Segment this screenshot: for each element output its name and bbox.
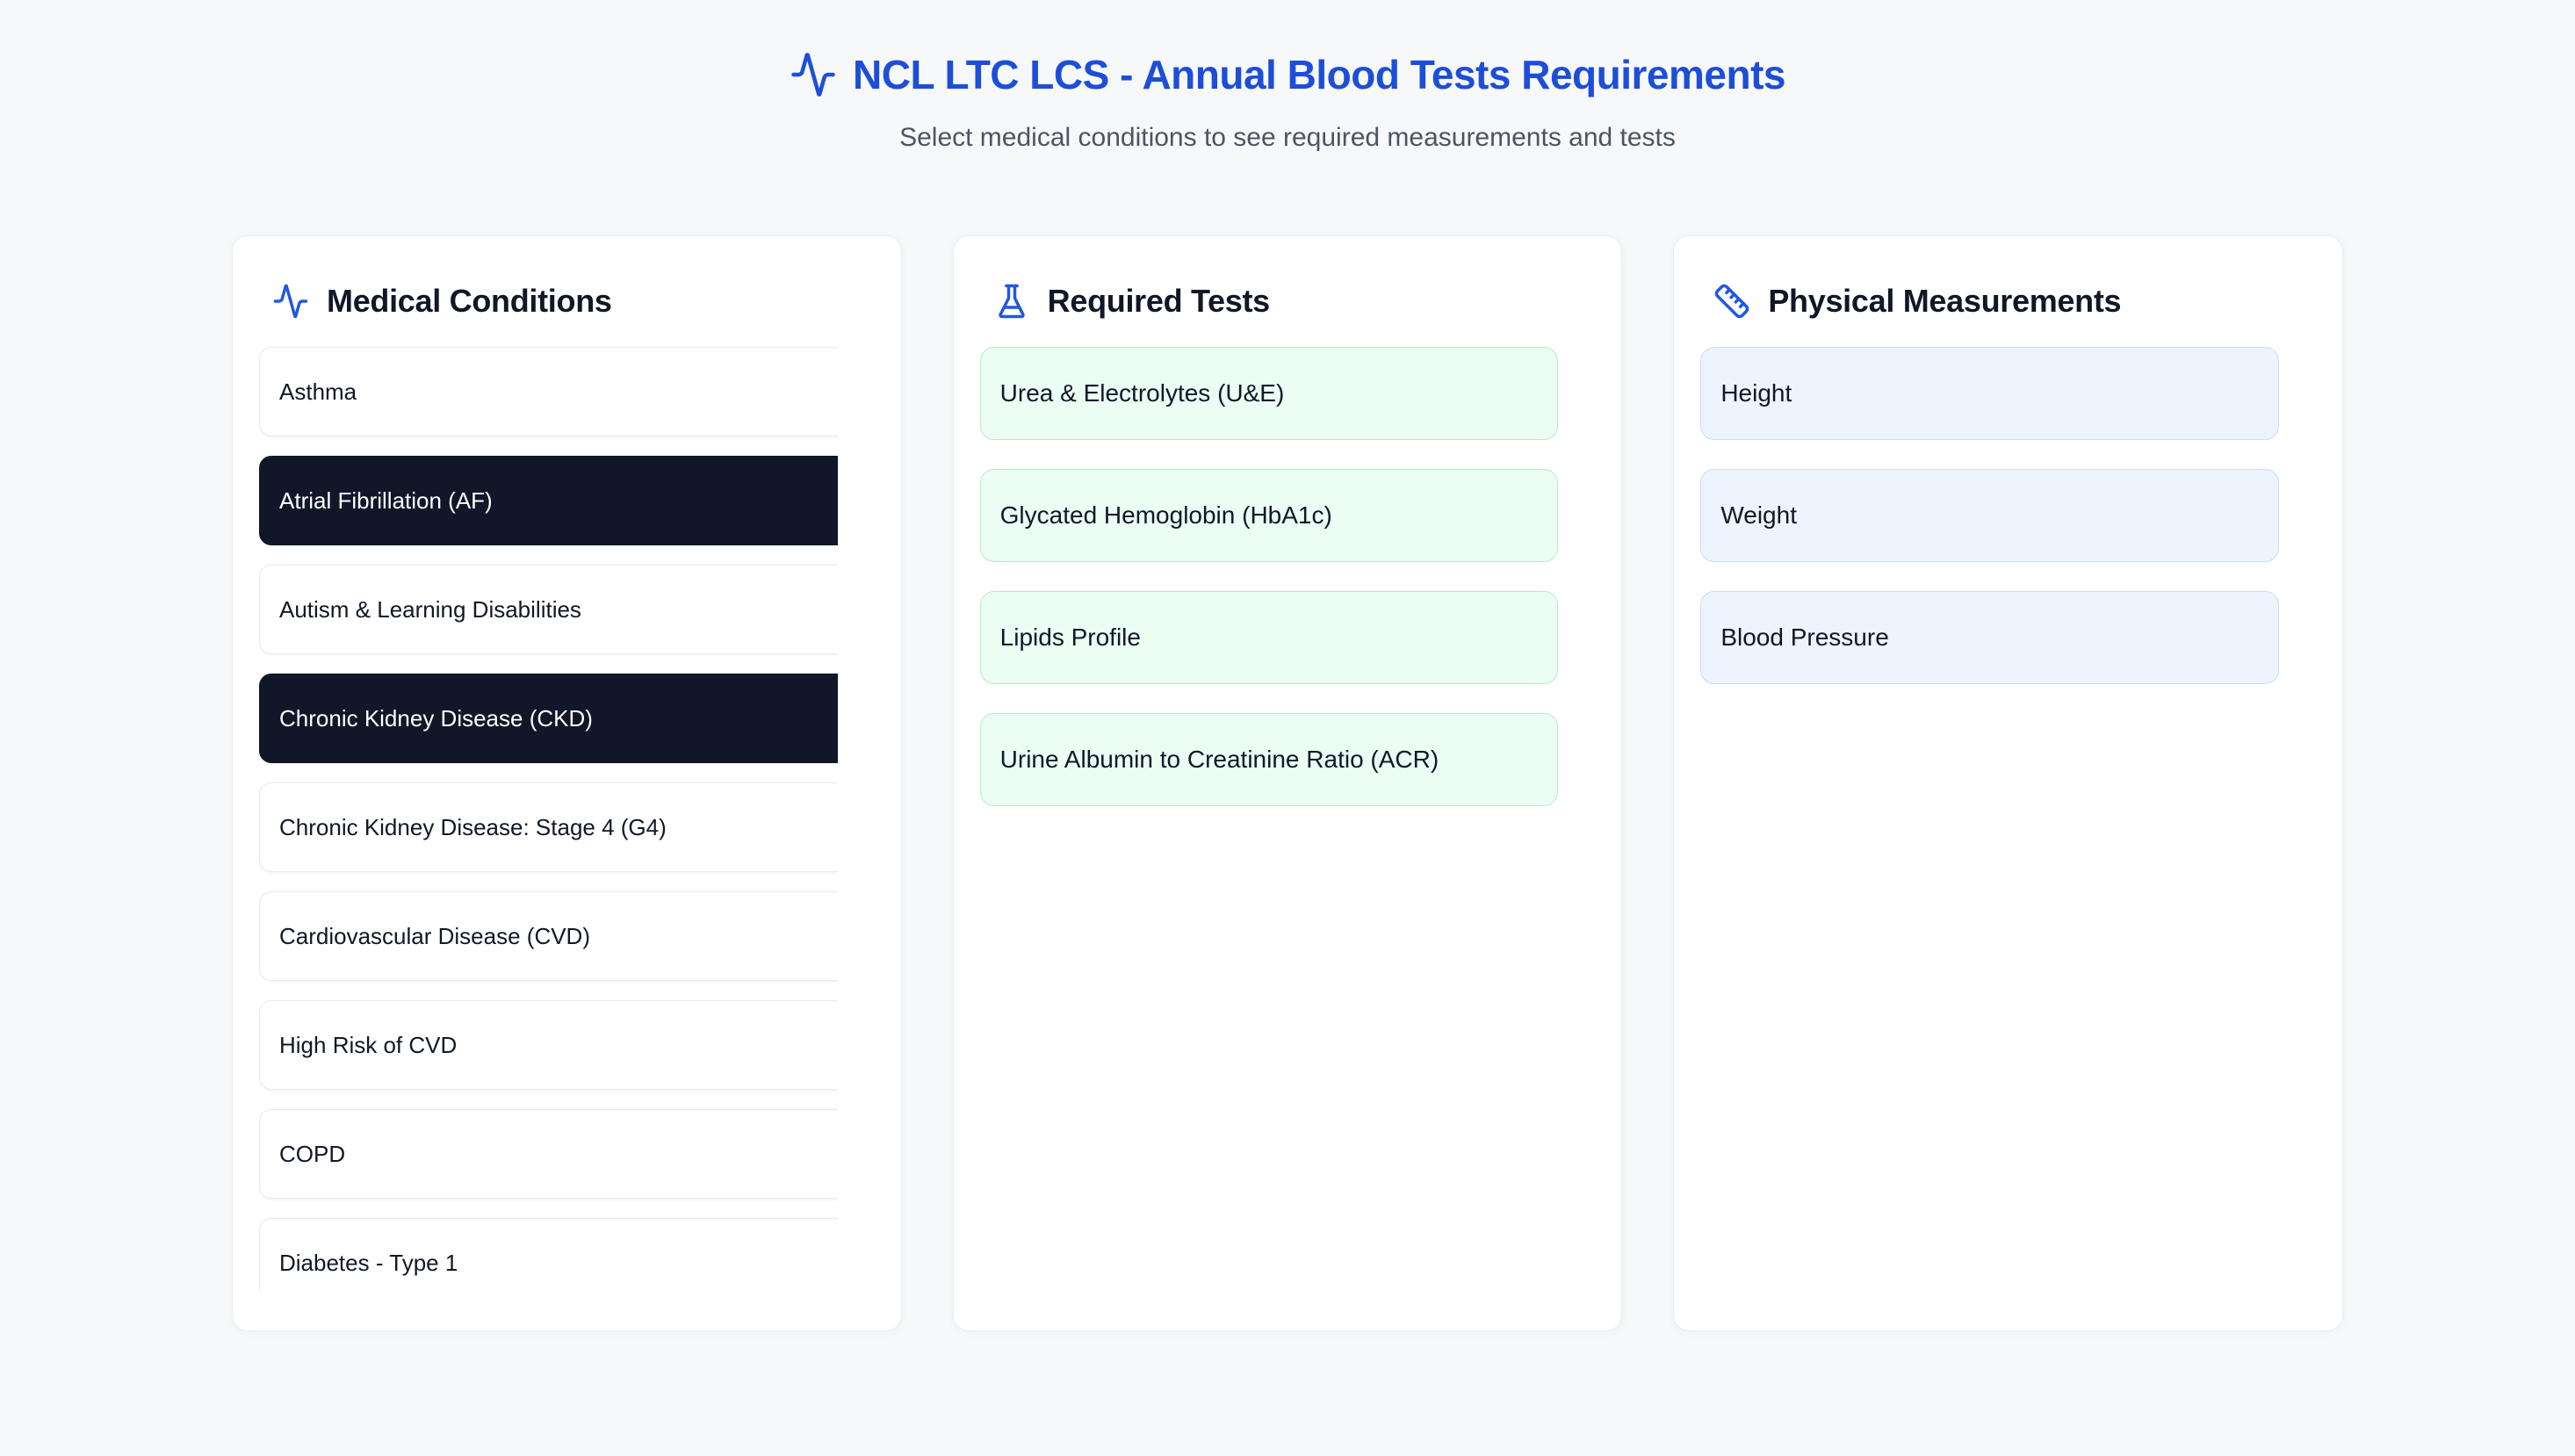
test-item xyxy=(980,591,1559,684)
condition-item[interactable] xyxy=(259,1218,838,1292)
medical-conditions-title: Medical Conditions xyxy=(327,283,612,319)
flask-icon xyxy=(993,283,1030,320)
physical-measurements-title: Physical Measurements xyxy=(1768,283,2122,319)
condition-item[interactable] xyxy=(259,456,838,545)
medical-conditions-panel xyxy=(232,235,902,1331)
condition-label: Chronic Kidney Disease: Stage 4 (G4) xyxy=(279,813,667,840)
required-tests-panel xyxy=(953,235,1623,1331)
condition-item[interactable] xyxy=(259,565,838,654)
condition-item[interactable] xyxy=(259,1109,838,1199)
content-columns xyxy=(232,235,2343,1331)
ruler-icon xyxy=(1713,283,1750,320)
condition-item[interactable] xyxy=(259,347,838,436)
test-item xyxy=(980,713,1559,806)
condition-label: High Risk of CVD xyxy=(279,1031,458,1058)
condition-label: COPD xyxy=(279,1140,346,1167)
test-item xyxy=(980,347,1559,440)
condition-label: Diabetes - Type 1 xyxy=(279,1249,458,1276)
conditions-list[interactable] xyxy=(259,347,838,1292)
test-label: Glycated Hemoglobin (HbA1c) xyxy=(999,501,1332,529)
test-label: Urine Albumin to Creatinine Ratio (ACR) xyxy=(999,746,1439,773)
measurement-label: Weight xyxy=(1720,501,1797,529)
measurement-item xyxy=(1700,469,2279,562)
physical-measurements-header xyxy=(1713,280,2304,322)
condition-item[interactable] xyxy=(259,1000,838,1090)
test-label: Lipids Profile xyxy=(999,623,1141,651)
measurement-label: Height xyxy=(1720,379,1792,407)
page-subtitle: Select medical conditions to see required measurements and tests xyxy=(899,123,1676,152)
measurement-label: Blood Pressure xyxy=(1720,623,1889,651)
condition-label: Asthma xyxy=(279,378,357,405)
condition-item[interactable] xyxy=(259,891,838,981)
page-title-row xyxy=(0,51,2575,98)
required-tests-header xyxy=(993,280,1583,322)
condition-label: Cardiovascular Disease (CVD) xyxy=(279,922,590,949)
condition-label: Autism & Learning Disabilities xyxy=(279,595,581,623)
required-tests-title: Required Tests xyxy=(1047,283,1270,319)
condition-item[interactable] xyxy=(259,674,838,763)
test-label: Urea & Electrolytes (U&E) xyxy=(999,379,1285,407)
test-item xyxy=(980,469,1559,562)
page-title: NCL LTC LCS - Annual Blood Tests Requirements xyxy=(853,52,1785,97)
tests-list xyxy=(980,347,1583,806)
measurement-item xyxy=(1700,347,2279,440)
condition-label: Chronic Kidney Disease (CKD) xyxy=(279,704,593,732)
measurements-list xyxy=(1700,347,2304,684)
measurement-item xyxy=(1700,591,2279,684)
medical-conditions-header xyxy=(272,280,862,322)
condition-item[interactable] xyxy=(259,782,838,872)
activity-icon xyxy=(272,283,309,320)
page-header xyxy=(0,51,2575,153)
condition-label: Atrial Fibrillation (AF) xyxy=(279,487,493,514)
physical-measurements-panel xyxy=(1673,235,2343,1331)
pulse-icon xyxy=(790,51,837,98)
